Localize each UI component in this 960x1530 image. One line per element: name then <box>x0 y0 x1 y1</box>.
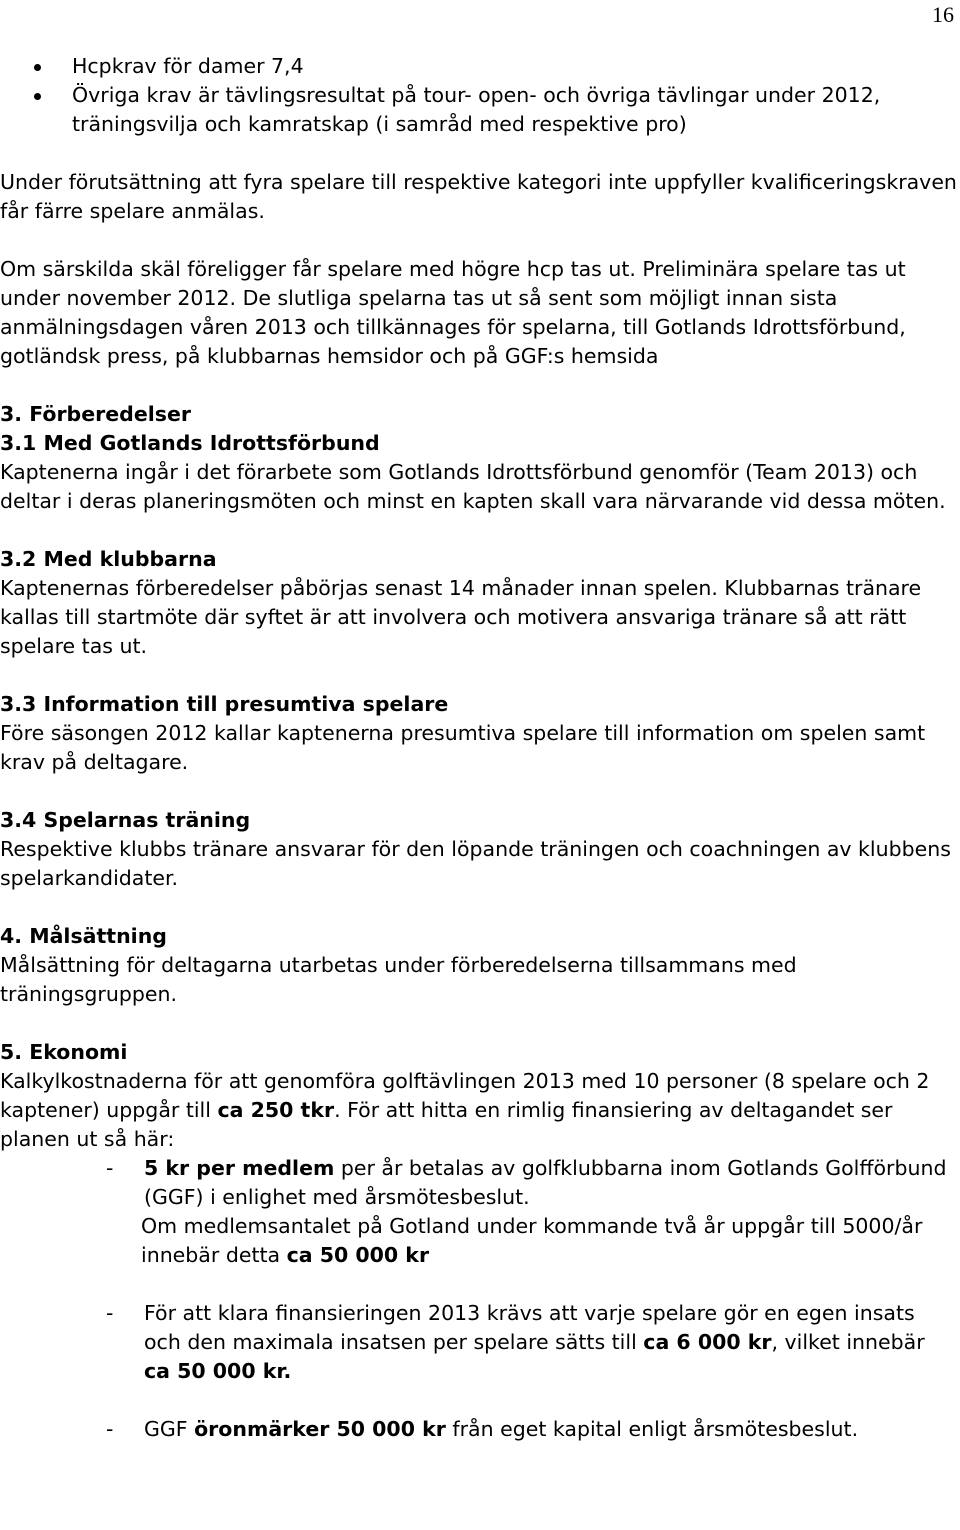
financing-list-2 <box>0 1299 960 1386</box>
member-count-text: Om medlemsantalet på Gotland under kommande två år uppgår till 5000/år innebär detta <box>141 1214 923 1267</box>
budget-amount: ca 250 tkr <box>217 1098 335 1122</box>
member-fee-amount: 5 kr per medlem <box>144 1156 335 1180</box>
dash-marker: - <box>106 1301 114 1325</box>
section-3-1-heading: 3.1 Med Gotlands Idrottsförbund <box>0 431 380 455</box>
financing-item-member-fee <box>0 1154 960 1212</box>
section-4-text: Målsättning för deltagarna utarbetas under förberedelserna tillsammans med träningsgruppen. <box>0 953 797 1006</box>
list-item: Övriga krav är tävlingsresultat på tour- open- och övriga tävlingar under 2012, träningsvilja och kamratskap (i samråd med respektive pro) <box>0 81 960 139</box>
section-4-heading: 4. Målsättning <box>0 924 167 948</box>
document-body <box>0 52 960 1444</box>
budget-text: Kalkylkostnaderna för att genomföra golftävlingen 2013 med 10 personer (8 spelare och 2 kaptener) uppgår till <box>0 1069 930 1122</box>
special-reasons-paragraph: Om särskilda skäl föreligger får spelare med högre hcp tas ut. Preliminära spelare tas ut under november 2012. De slutliga spelarna tas ut så sent som möjligt innan sista anmälningsdagen våren 2013 och tillkännages för spelarna, till Gotlands Idrottsförbund, gotländsk press, på klubbarnas hemsidor och på GGF:s hemsida <box>0 257 906 368</box>
financing-list <box>0 1154 960 1212</box>
member-count-paragraph <box>0 1212 960 1270</box>
financing-list-3 <box>0 1415 960 1444</box>
page-number: 16 <box>932 2 954 27</box>
player-contribution-text: För att klara finansieringen 2013 krävs att varje spelare gör en egen insats och den maximala insatsen per spelare sätts till <box>144 1301 915 1354</box>
requirements-list <box>0 52 960 139</box>
section-3-4-text: Respektive klubbs tränare ansvarar för den löpande träningen och coachningen av klubbens spelarkandidater. <box>0 837 951 890</box>
dash-marker: - <box>106 1417 114 1441</box>
section-3-3-heading: 3.3 Information till presumtiva spelare <box>0 692 449 716</box>
member-count-amount: ca 50 000 kr <box>286 1243 430 1267</box>
section-3-4-heading: 3.4 Spelarnas träning <box>0 808 251 832</box>
budget-text-cont: . För att hitta en rimlig finansiering av deltagandet ser planen ut så här: <box>0 1098 893 1151</box>
intro-paragraph: Under förutsättning att fyra spelare till respektive kategori inte uppfyller kvalificeringskraven får färre spelare anmälas. <box>0 170 957 223</box>
player-contribution-text-cont: , vilket innebär <box>771 1330 925 1354</box>
member-fee-text: per år betalas av golfklubbarna inom Gotlands Golfförbund (GGF) i enlighet med årsmötesbeslut. <box>144 1156 947 1209</box>
section-5-text <box>0 1067 960 1154</box>
player-contribution-total: ca 50 000 kr. <box>144 1359 292 1383</box>
ggf-text-cont: från eget kapital enligt årsmötesbeslut. <box>445 1417 859 1441</box>
financing-item-ggf-capital <box>0 1415 960 1444</box>
financing-item-player-contribution <box>0 1299 960 1386</box>
list-item: Hcpkrav för damer 7,4 <box>0 52 960 81</box>
player-contribution-amount: ca 6 000 kr <box>643 1330 772 1354</box>
ggf-earmark-amount: öronmärker 50 000 kr <box>194 1417 446 1441</box>
section-3-heading: 3. Förberedelser <box>0 402 191 426</box>
section-3-3-text: Före säsongen 2012 kallar kaptenerna presumtiva spelare till information om spelen samt krav på deltagare. <box>0 721 926 774</box>
section-5-heading: 5. Ekonomi <box>0 1040 128 1064</box>
ggf-text: GGF <box>144 1417 195 1441</box>
section-3-2-heading: 3.2 Med klubbarna <box>0 547 217 571</box>
section-3-2-text: Kaptenernas förberedelser påbörjas senast 14 månader innan spelen. Klubbarnas tränare kallas till startmöte där syftet är att involvera och motivera ansvariga tränare så att rätt spelare tas ut. <box>0 576 922 658</box>
dash-marker: - <box>106 1156 114 1180</box>
section-3-1-text: Kaptenerna ingår i det förarbete som Gotlands Idrottsförbund genomför (Team 2013) och deltar i deras planeringsmöten och minst en kapten skall vara närvarande vid dessa möten. <box>0 460 946 513</box>
